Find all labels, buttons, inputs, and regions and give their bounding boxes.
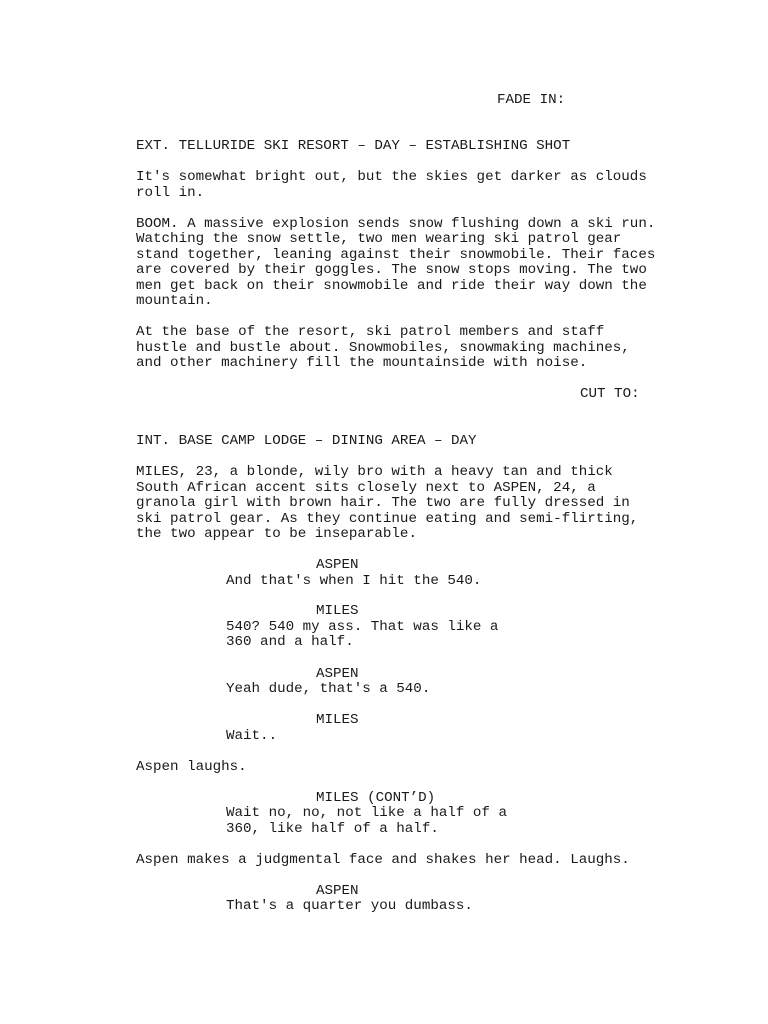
action-line: BOOM. A massive explosion sends snow flushing down a ski run. bbox=[136, 215, 656, 232]
action-line: granola girl with brown hair. The two are fully dressed in bbox=[136, 495, 630, 511]
dialogue-line: 360, like half of a half. bbox=[226, 820, 439, 837]
dialogue-line: That's a quarter you dumbass. bbox=[226, 898, 473, 914]
character-name: MILES bbox=[316, 712, 359, 728]
character-name: ASPEN bbox=[316, 882, 359, 899]
action-line: and other machinery fill the mountainside with noise. bbox=[136, 355, 588, 371]
action-line: mountain. bbox=[136, 293, 213, 309]
character-name: ASPEN bbox=[316, 665, 359, 682]
action-line: Watching the snow settle, two men wearing ski patrol gear bbox=[136, 231, 622, 247]
character-name: MILES bbox=[316, 603, 359, 619]
action-line: South African accent sits closely next to ASPEN, 24, a bbox=[136, 479, 596, 496]
action-line: hustle and bustle about. Snowmobiles, snowmaking machines, bbox=[136, 339, 630, 356]
action-line: At the base of the resort, ski patrol members and staff bbox=[136, 324, 605, 340]
scene-heading: INT. BASE CAMP LODGE – DINING AREA – DAY bbox=[136, 433, 477, 449]
dialogue-line: 360 and a half. bbox=[226, 634, 354, 650]
action-line: Aspen makes a judgmental face and shakes her head. Laughs. bbox=[136, 851, 630, 868]
action-line: the two appear to be inseparable. bbox=[136, 526, 417, 542]
action-line: stand together, leaning against their snowmobile. Their faces bbox=[136, 246, 656, 263]
action-line: Aspen laughs. bbox=[136, 758, 247, 775]
character-name: ASPEN bbox=[316, 557, 359, 573]
action-line: roll in. bbox=[136, 184, 205, 201]
dialogue-line: And that's when I hit the 540. bbox=[226, 572, 482, 589]
dialogue-line: 540? 540 my ass. That was like a bbox=[226, 618, 499, 635]
action-line: are covered by their goggles. The snow stops moving. The two bbox=[136, 262, 647, 278]
transition-fade-in: FADE IN: bbox=[497, 92, 566, 108]
action-line: men get back on their snowmobile and ride their way down the bbox=[136, 277, 647, 294]
transition-cut-to: CUT TO: bbox=[580, 386, 640, 402]
dialogue-line: Wait.. bbox=[226, 727, 278, 744]
character-name: MILES (CONT’D) bbox=[316, 789, 436, 806]
scene-heading: EXT. TELLURIDE SKI RESORT – DAY – ESTABLISHING SHOT bbox=[136, 138, 571, 154]
action-line: It's somewhat bright out, but the skies get darker as clouds bbox=[136, 169, 647, 185]
action-line: ski patrol gear. As they continue eating and semi-flirting, bbox=[136, 510, 639, 527]
dialogue-line: Wait no, no, not like a half of a bbox=[226, 805, 507, 821]
dialogue-line: Yeah dude, that's a 540. bbox=[226, 681, 431, 697]
action-line: MILES, 23, a blonde, wily bro with a heavy tan and thick bbox=[136, 464, 613, 480]
